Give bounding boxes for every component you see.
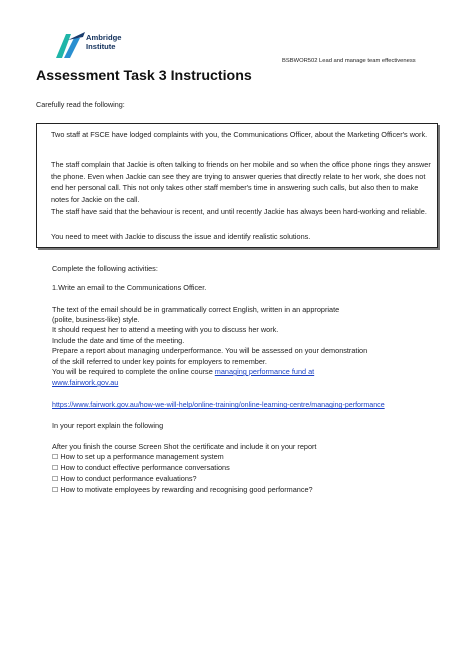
- checklist-item: [52, 474, 197, 484]
- fairwork-course-url[interactable]: https://www.fairwork.gov.au/how-we-will-help/online-training/online-learning-centre/managing-performance: [52, 401, 385, 409]
- fairwork-url-line: [52, 400, 385, 410]
- checklist-item: [52, 452, 224, 462]
- instruction-line: It should request her to attend a meeting with you to discuss her work.: [52, 325, 279, 334]
- activities-heading: Complete the following activities:: [52, 264, 158, 273]
- course-requirement-text: You will be required to complete the online course: [52, 367, 215, 376]
- course-requirement-line: [52, 367, 314, 377]
- instruction-line: Include the date and time of the meeting.: [52, 336, 185, 345]
- checkbox-icon: ☐: [52, 475, 59, 483]
- report-heading: In your report explain the following: [52, 421, 164, 430]
- scenario-paragraph-4: You need to meet with Jackie to discuss the issue and identify realistic solutions.: [51, 232, 311, 241]
- scenario-paragraph-1: Two staff at FSCE have lodged complaints with you, the Communications Officer, about the Marketing Officer's work.: [51, 130, 428, 139]
- instruction-line: The text of the email should be in grammatically correct English, written in an appropriate: [52, 305, 340, 314]
- checkbox-icon: ☐: [52, 453, 59, 461]
- logo-line-1: Ambridge: [86, 33, 122, 42]
- instruction-line: of the skill referred to under key points for employers to remember.: [52, 357, 267, 366]
- instruction-line: (polite, business-like) style.: [52, 315, 140, 324]
- unit-code-header: BSBWOR502 Lead and manage team effectiveness: [282, 58, 416, 64]
- checklist-item-label: How to motivate employees by rewarding and recognising good performance?: [60, 485, 313, 494]
- course-link[interactable]: managing performance fund at: [214, 367, 315, 376]
- fairwork-site-link-line: [52, 378, 118, 388]
- logo-wordmark: [86, 33, 121, 51]
- checklist-item: [52, 463, 230, 473]
- fairwork-site-link[interactable]: www.fairwork.gov.au: [52, 378, 119, 387]
- checkbox-icon: ☐: [52, 486, 59, 494]
- checkbox-icon: ☐: [52, 464, 59, 472]
- ambridge-logo-icon: [54, 30, 86, 60]
- intro-text: Carefully read the following:: [36, 100, 125, 109]
- scenario-box: [36, 123, 438, 248]
- checklist-item: [52, 485, 313, 495]
- checklist-item-label: How to conduct performance evaluations?: [60, 474, 197, 483]
- checklist-item-label: How to set up a performance management system: [60, 452, 224, 461]
- institute-logo: [54, 30, 174, 64]
- page-title: Assessment Task 3 Instructions: [36, 68, 252, 84]
- after-course-instruction: After you finish the course Screen Shot the certificate and include it on your report: [52, 442, 317, 451]
- instruction-line: Prepare a report about managing underperformance. You will be assessed on your demonstration: [52, 346, 368, 355]
- checklist-item-label: How to conduct effective performance conversations: [60, 463, 230, 472]
- scenario-paragraph-2: The staff complain that Jackie is often talking to friends on her mobile and so when the office phone rings they answer the phone. Even when Jackie can see they are trying to answer queries that directly relate to her work, she does not end her personal call. This not only takes other staff member's time in answering such calls, but also then to make notes for Jackie on the call.: [51, 160, 431, 204]
- scenario-paragraph-3: The staff have said that the behaviour is recent, and until recently Jackie has always been hard-working and reliable.: [51, 207, 427, 216]
- logo-line-2: Institute: [86, 42, 116, 51]
- activity-item-1: 1.Write an email to the Communications Officer.: [52, 283, 207, 292]
